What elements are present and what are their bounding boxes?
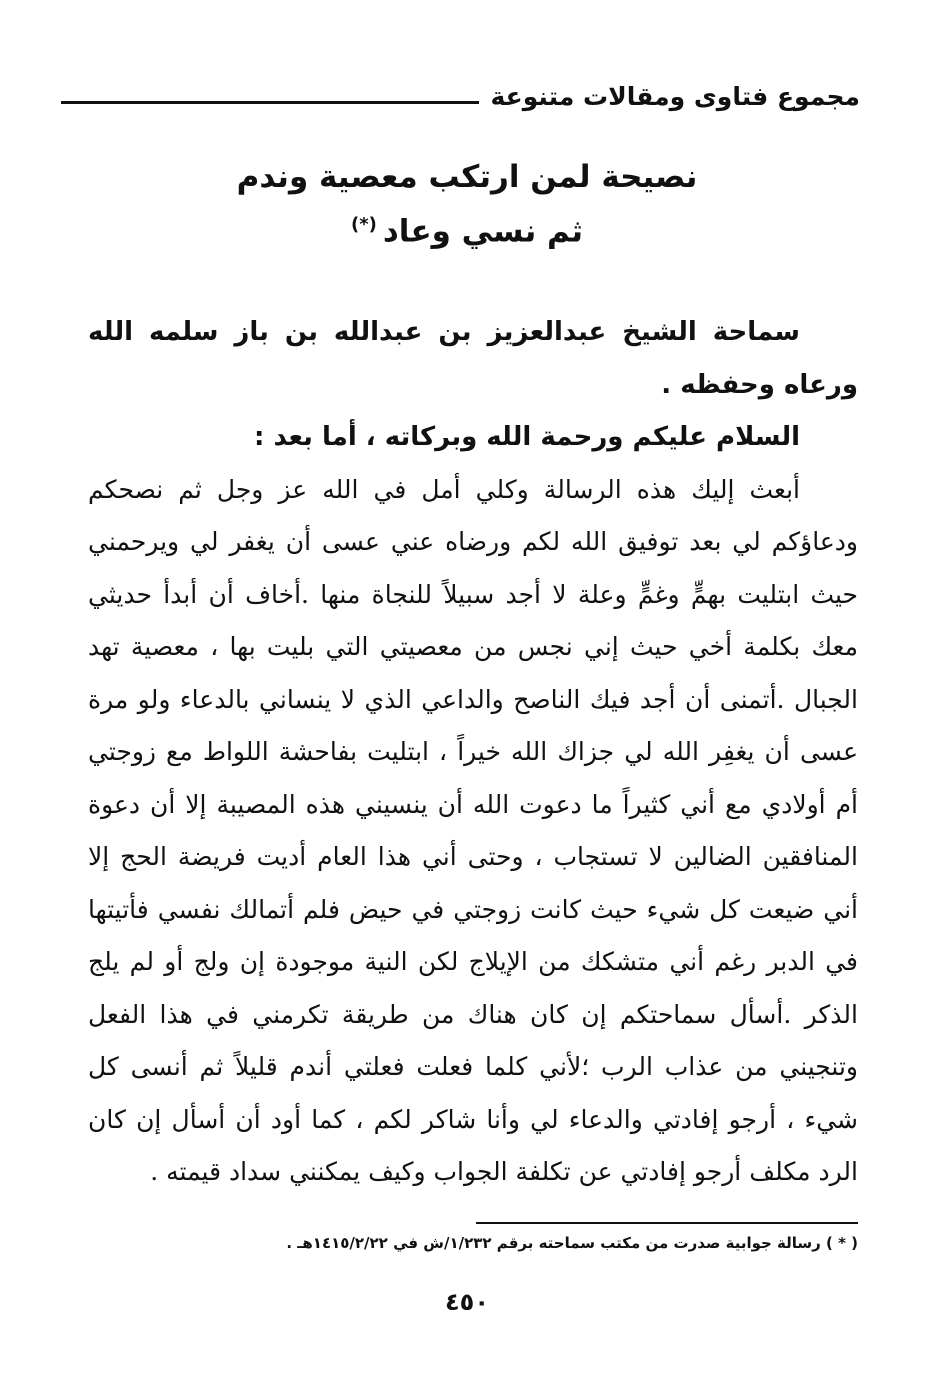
title-footnote-mark: (*) — [351, 214, 377, 235]
body-text — [88, 306, 858, 1199]
header-rule — [61, 101, 479, 104]
title-line-2: ثم نسي وعاد — [382, 213, 583, 250]
footnote-rule — [476, 1222, 858, 1224]
title-line-1: نصيحة لمن ارتكب معصية وندم — [236, 159, 698, 195]
article-title — [0, 153, 934, 255]
footnote: ( * ) رسالة جوابية صدرت من مكتب سماحته برقم ١/٢٣٢/ش في ١٤١٥/٢/٢٢هـ . — [286, 1234, 858, 1252]
page-number: ٤٥٠ — [445, 1288, 489, 1316]
running-title: مجموع فتاوى ومقالات متنوعة — [490, 82, 860, 111]
addressee-paragraph: سماحة الشيخ عبدالعزيز بن عبدالله بن باز سلمه الله ورعاه وحفظه . — [88, 317, 858, 400]
running-header — [61, 84, 860, 109]
title-line-2-wrapper — [0, 201, 934, 255]
greeting-paragraph: السلام عليكم ورحمة الله وبركاته ، أما بعد : — [254, 422, 800, 452]
question-paragraph: أبعث إليك هذه الرسالة وكلي أمل في الله عز وجل ثم نصحكم ودعاؤكم لي بعد توفيق الله لكم ورضاه عني عسى أن يغفر لي ويرحمني حيث ابتليت بهمٍّ وغمٍّ وعلة لا أجد سبيلاً للنجاة منها .أخاف أن أبدأ حديثي معك بكلمة أخي حيث إني نجس من معصيتي التي بليت بها ، معصية تهد الجبال .أتمنى أن أجد فيك الناصح والداعي الذي لا ينساني بالدعاء ولو مرة عسى أن يغفِر الله لي جزاك الله خيراً ، ابتليت بفاحشة اللواط مع زوجتي أم أولادي مع أني كثيراً ما دعوت الله أن ينسيني هذه المصيبة إلا أن دعوة المنافقين الضالين لا تستجاب ، وحتى أني هذا العام أديت فريضة الحج إلا أني ضيعت كل شيء حيث كانت زوجتي في حيض فلم أتمالك نفسي فأتيتها في الدبر رغم أني متشكك من الإيلاج لكن النية موجودة إن ولج أو لم يلج الذكر .أسأل سماحتكم إن كان هناك من طريقة تكرمني في هذا الفعل وتنجيني من عذاب الرب ؛لأني كلما فعلت فعلتي أندم قليلاً ثم أنسى كل شيء ، أرجو إفادتي والدعاء لي وأنا شاكر لكم ، كما أود أن أسأل إن كان الرد مكلف أرجو إفادتي عن تكلفة الجواب وكيف يمكنني سداد قيمته . — [88, 474, 858, 1186]
